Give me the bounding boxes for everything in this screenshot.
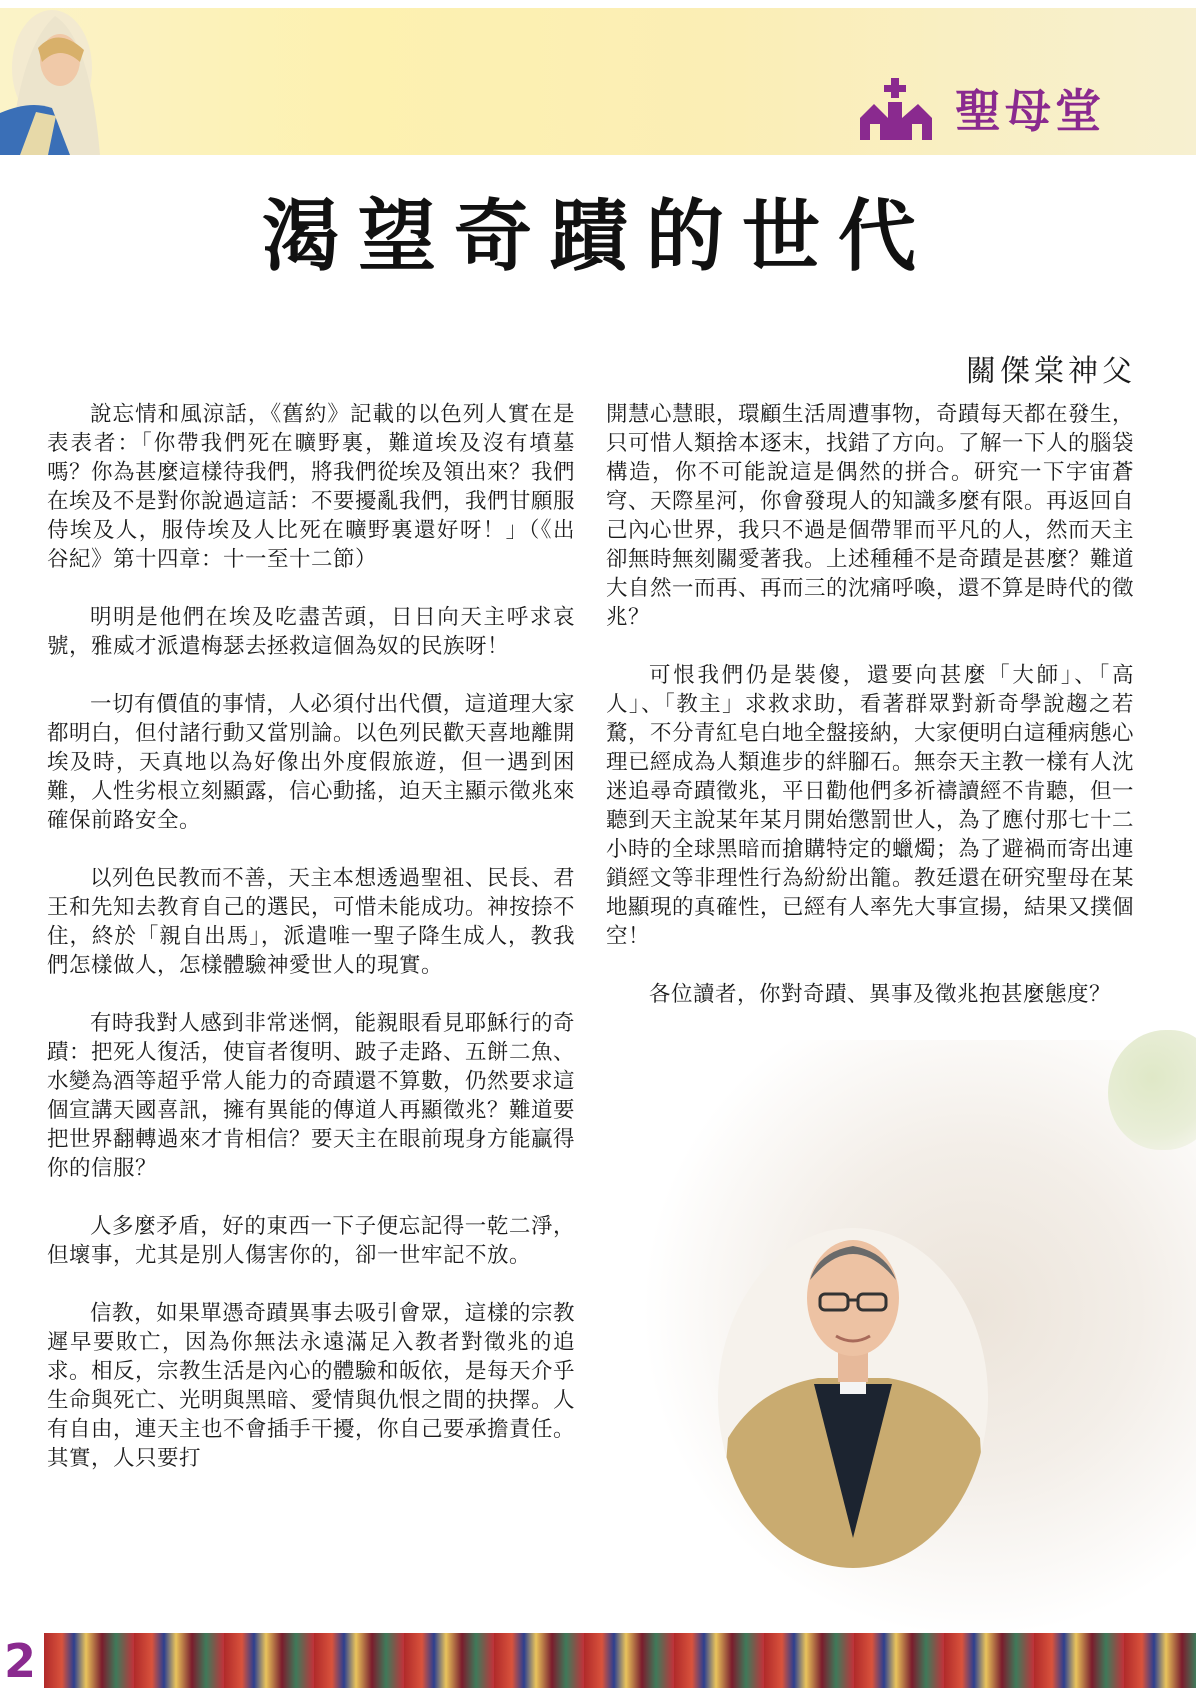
- stained-glass-footer-band: [44, 1633, 1196, 1688]
- page-title: 渴望奇蹟的世代: [261, 191, 934, 282]
- church-cross-icon: [860, 78, 932, 142]
- virgin-mary-statue-image: [0, 8, 110, 155]
- article-paragraph: 可恨我們仍是裝傻，還要向甚麼「大師」、「高人」、「教主」求救求助，看著群眾對新奇學說趨之若騖，不分青紅皂白地全盤接納，大家便明白這種病態心理已經成為人類進步的絆腳石。無奈天主教一樣有人沈迷追尋奇蹟徵兆，平日勸他們多祈禱讀經不肯聽，但一聽到天主說某年某月開始懲罰世人，為了應付那七十二小時的全球黑暗而搶購特定的蠟燭；為了避禍而寄出連鎖經文等非理性行為紛紛出籠。教廷還在研究聖母在某地顯現的真確性，已經有人率先大事宣揚，結果又撲個空！: [606, 663, 1135, 949]
- author-name: 關傑棠神父: [966, 354, 1136, 389]
- article-column-left: [47, 400, 575, 1502]
- article-paragraph: 說忘情和風涼話，《舊約》記載的以色列人實在是表表者：「你帶我們死在曠野裏，難道埃及沒有墳墓嗎？你為甚麼這樣待我們，將我們從埃及領出來？我們在埃及不是對你說過這話：不要擾亂我們，我們甘願服侍埃及人，服侍埃及人比死在曠野裏還好呀！」（《出谷紀》第十四章：十一至十二節）: [47, 402, 576, 572]
- article-paragraph: 以列色民教而不善，天主本想透過聖祖、民長、君王和先知去教育自己的選民，可惜未能成功。神按捺不住，終於「親自出馬」，派遣唯一聖子降生成人，教我們怎樣做人，怎樣體驗神愛世人的現實。: [47, 866, 576, 978]
- article-paragraph: 一切有價值的事情，人必須付出代價，這道理大家都明白，但付諸行動又當別論。以色列民歡天喜地離開埃及時，天真地以為好像出外度假旅遊，但一遇到困難，人性劣根立刻顯露，信心動搖，迫天主顯示徵兆來確保前路安全。: [47, 692, 576, 833]
- article-column-right: [606, 400, 1134, 1038]
- article-paragraph-continued: 開慧心慧眼，環顧生活周遭事物，奇蹟每天都在發生，只可惜人類捨本逐末，找錯了方向。了解一下人的腦袋構造，你不可能說這是偶然的拼合。研究一下宇宙蒼穹、天際星河，你會發現人的知識多麼有限。再返回自己內心世界，我只不過是個帶罪而平凡的人，然而天主卻無時無刻關愛著我。上述種種不是奇蹟是甚麼？難道大自然一而再、再而三的沈痛呼喚，還不算是時代的徵兆？: [606, 402, 1135, 630]
- page-number: 2: [4, 1634, 37, 1688]
- church-logo-text: 聖母堂: [955, 84, 1105, 138]
- article-paragraph: 各位讀者，你對奇蹟、異事及徵兆抱甚麼態度？: [649, 982, 1112, 1007]
- article-paragraph: 信教，如果單憑奇蹟異事去吸引會眾，這樣的宗教遲早要敗亡，因為你無法永遠滿足入教者對徵兆的追求。相反，宗教生活是內心的體驗和皈依，是每天介乎生命與死亡、光明與黑暗、愛情與仇恨之間的抉擇。人有自由，連天主也不會插手干擾，你自己要承擔責任。其實，人只要打: [47, 1301, 576, 1471]
- article-paragraph: 人多麼矛盾，好的東西一下子便忘記得一乾二淨，但壞事，尤其是別人傷害你的，卻一世牢記不放。: [47, 1214, 575, 1268]
- article-paragraph: 明明是他們在埃及吃盡苦頭，日日向天主呼求哀號，雅威才派遣梅瑟去拯救這個為奴的民族呀！: [47, 605, 575, 659]
- article-paragraph: 有時我對人感到非常迷惘，能親眼看見耶穌行的奇蹟：把死人復活，使盲者復明、跛子走路、五餅二魚、水變為酒等超乎常人能力的奇蹟還不算數，仍然要求這個宣講天國喜訊，擁有異能的傳道人再顯徵兆？難道要把世界翻轉過來才肯相信？要天主在眼前現身方能贏得你的信服？: [47, 1011, 576, 1181]
- author-portrait-photo: [718, 1208, 988, 1568]
